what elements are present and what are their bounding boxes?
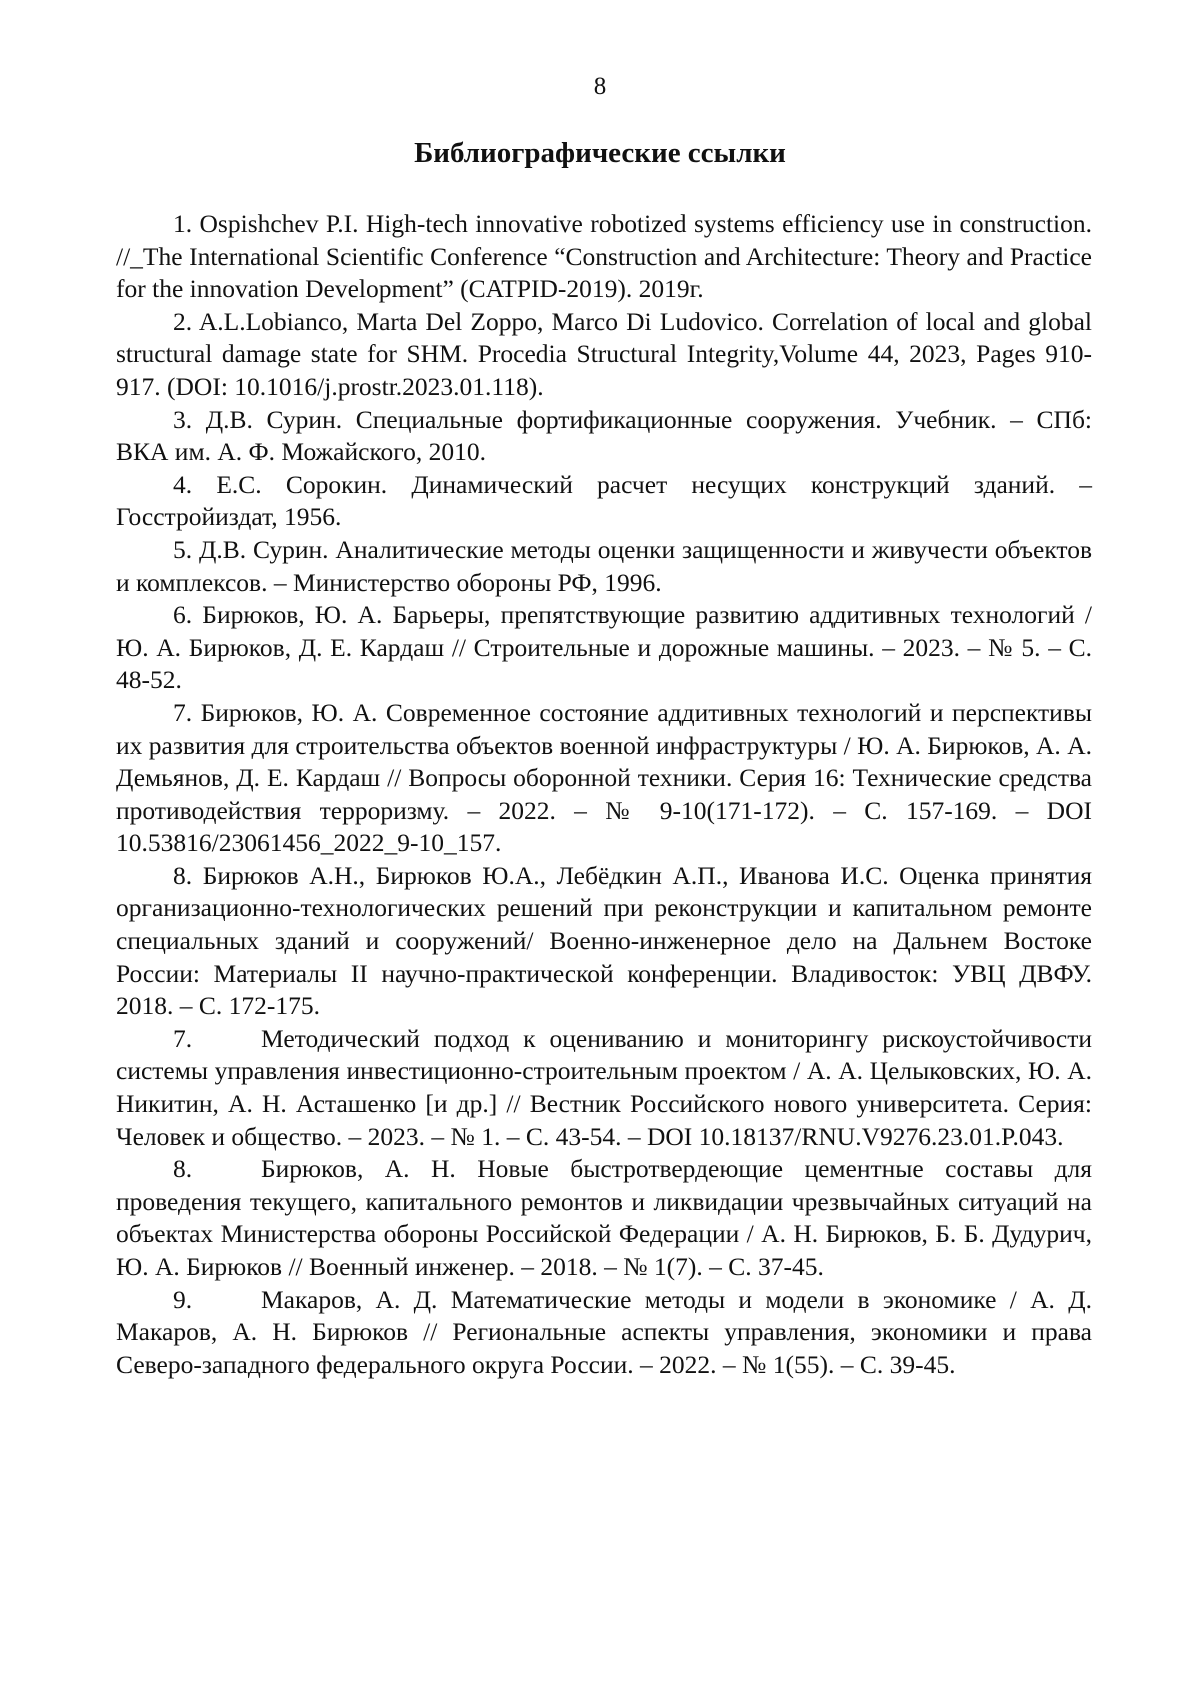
reference-number: 8.: [173, 860, 193, 890]
reference-text: Д.В. Сурин. Специальные фортификационные сооружения. Учебник. – СПб: ВКА им. А. Ф. Можайского, 2010.: [116, 404, 1093, 467]
reference-item: [116, 1284, 1092, 1382]
reference-item: [116, 1153, 1092, 1283]
reference-number: 2.: [173, 306, 193, 336]
reference-number: 1.: [173, 209, 193, 238]
reference-item: [116, 534, 1092, 599]
reference-text: Бирюков, Ю. А. Современное состояние аддитивных технологий и перспективы их развития для строительства объектов военной инфраструктуры / Ю. А. Бирюков, А. А. Демьянов, Д. Е. Кардаш // Вопросы оборонной техники. Серия 16: Технические средства противодействия терроризму. – 2022. – № 9-10(171-172). – С. 157-169. – DOI 10.53816/23061456_2022_9-10_157.: [116, 697, 1092, 858]
reference-item: [116, 697, 1092, 860]
reference-number: 5.: [173, 534, 193, 564]
reference-text: Бирюков, А. Н. Новые быстротвердеющие цементные составы для проведения текущего, капитального ремонтов и ликвидации чрезвычайных ситуаций на объектах Министерства обороны Российской Федерации / А. Н. Бирюков, Б. Б. Дудурич, Ю. А. Бирюков // Военный инженер. – 2018. – № 1(7). – С. 37-45.: [116, 1154, 1092, 1281]
reference-text: Бирюков А.Н., Бирюков Ю.А., Лебёдкин А.П., Иванова И.С. Оценка принятия организационно-технологических решений при реконструкции и капитальном ремонте специальных зданий и сооружений/ Военно-инженерное дело на Дальнем Востоке России: Материалы II научно-практической конференции. Владивосток: УВЦ ДВФУ. 2018. – С. 172-175.: [116, 860, 1093, 1021]
reference-item: [116, 860, 1092, 1023]
reference-item: [116, 208, 1092, 306]
reference-item: [116, 1023, 1092, 1153]
reference-item: [116, 306, 1092, 404]
page-title: Библиографические ссылки: [414, 137, 786, 169]
reference-text: Методический подход к оцениванию и мониторингу рискоустойчивости системы управления инвестиционно-строительным проектом / А. А. Целыковских, Ю. А. Никитин, А. Н. Асташенко [и др.] // Вестник Российского нового университета. Серия: Человек и общество. – 2023. – № 1. – С. 43-54. – DOI 10.18137/RNU.V9276.23.01.P.043.: [116, 1023, 1092, 1151]
reference-text: Ospishchev P.I. High-tech innovative robotized systems efficiency use in construction. //_The International Scientific Conference “Construction and Architecture: Theory and Practice for the innovation Development” (CATPID-2019). 2019г.: [116, 209, 1092, 304]
reference-number: 9.: [173, 1284, 193, 1314]
reference-item: [116, 469, 1092, 534]
reference-number: 7.: [173, 697, 193, 727]
reference-number: 8.: [173, 1154, 193, 1184]
reference-number: 6.: [173, 600, 193, 630]
page-number: 8: [593, 73, 607, 100]
reference-list: [116, 208, 1092, 1381]
reference-number: 7.: [173, 1023, 193, 1053]
reference-text: Макаров, А. Д. Математические методы и модели в экономике / А. Д. Макаров, А. Н. Бирюков // Региональные аспекты управления, экономики и права Северо-западного федерального округа России. – 2022. – № 1(55). – С. 39-45.: [116, 1284, 1092, 1379]
reference-text: Д.В. Сурин. Аналитические методы оценки защищенности и живучести объектов и комплексов. – Министерство обороны РФ, 1996.: [116, 534, 1092, 597]
reference-text: Бирюков, Ю. А. Барьеры, препятствующие развитию аддитивных технологий / Ю. А. Бирюков, Д. Е. Кардаш // Строительные и дорожные машины. – 2023. – № 5. – С. 48-52.: [116, 600, 1093, 695]
reference-number: 4.: [173, 469, 193, 499]
reference-text: Е.С. Сорокин. Динамический расчет несущих конструкций зданий. – Госстройиздат, 1956.: [116, 469, 1093, 532]
reference-text: A.L.Lobianco, Marta Del Zoppo, Marco Di Ludovico. Correlation of local and global structural damage state for SHM. Procedia Structural Integrity,Volume 44, 2023, Pages 910-917. (DOI: 10.1016/j.prostr.2023.01.118).: [116, 306, 1093, 401]
reference-item: [116, 404, 1092, 469]
reference-number: 3.: [173, 404, 193, 434]
reference-item: [116, 599, 1092, 697]
